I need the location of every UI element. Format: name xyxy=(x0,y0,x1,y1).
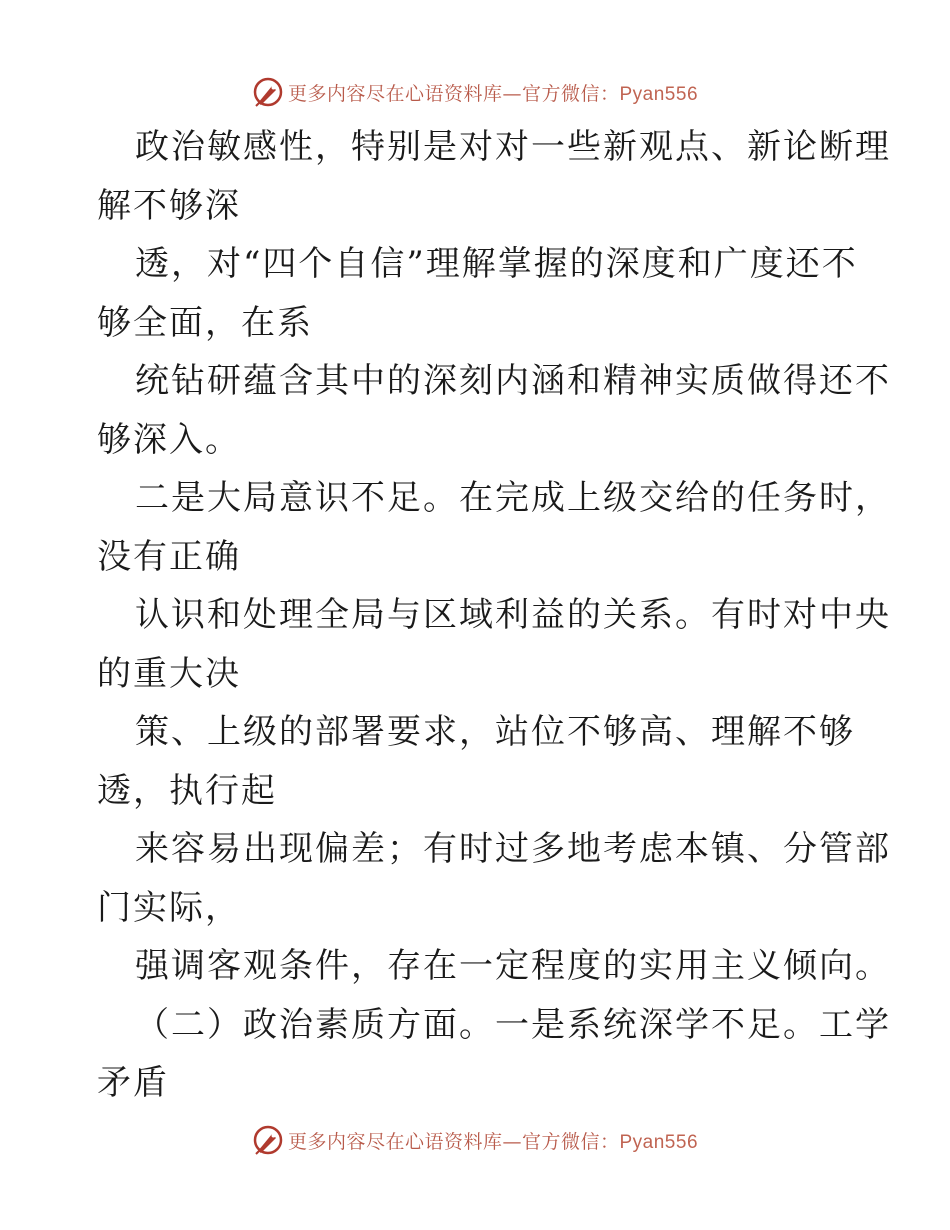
text-line: 强调客观条件，存在一定程度的实用主义倾向。 xyxy=(135,946,891,986)
pen-nib-logo-icon xyxy=(252,1124,284,1156)
text-line: 二是大局意识不足。在完成上级交给的任务时， xyxy=(135,478,891,518)
text-line: 够全面，在系 xyxy=(97,302,313,343)
text-line: 门实际， xyxy=(97,887,241,928)
text-line: 政治敏感性，特别是对对一些新观点、新论断理 xyxy=(135,127,891,167)
text-line: 的重大决 xyxy=(97,653,241,694)
pen-nib-logo-icon xyxy=(252,76,284,108)
text-line: （二）政治素质方面。一是系统深学不足。工学 xyxy=(135,1004,891,1045)
text-line: 透，对“四个自信”理解掌握的深度和广度还不 xyxy=(135,244,858,284)
text-line: 没有正确 xyxy=(97,536,241,577)
text-line: 解不够深 xyxy=(97,185,241,226)
text-line: 策、上级的部署要求，站位不够高、理解不够 xyxy=(135,712,855,752)
wechat-id: Pyan556 xyxy=(619,1131,699,1153)
text-line: 来容易出现偏差；有时过多地考虑本镇、分管部 xyxy=(135,829,891,869)
header-banner xyxy=(0,72,950,112)
text-line: 统钻研蕴含其中的深刻内涵和精神实质做得还不 xyxy=(135,361,891,401)
text-line: 够深入。 xyxy=(97,419,241,460)
document-body xyxy=(97,118,891,1113)
text-line: 认识和处理全局与区域利益的关系。有时对中央 xyxy=(135,595,891,635)
text-line: 矛盾 xyxy=(97,1063,169,1103)
footer-banner xyxy=(0,1120,950,1160)
text-line: 透，执行起 xyxy=(97,770,277,811)
banner-text: 更多内容尽在心语资料库—官方微信：Pyan556 xyxy=(287,1130,699,1153)
banner-text: 更多内容尽在心语资料库—官方微信：Pyan556 xyxy=(287,82,699,105)
wechat-id: Pyan556 xyxy=(619,83,699,105)
